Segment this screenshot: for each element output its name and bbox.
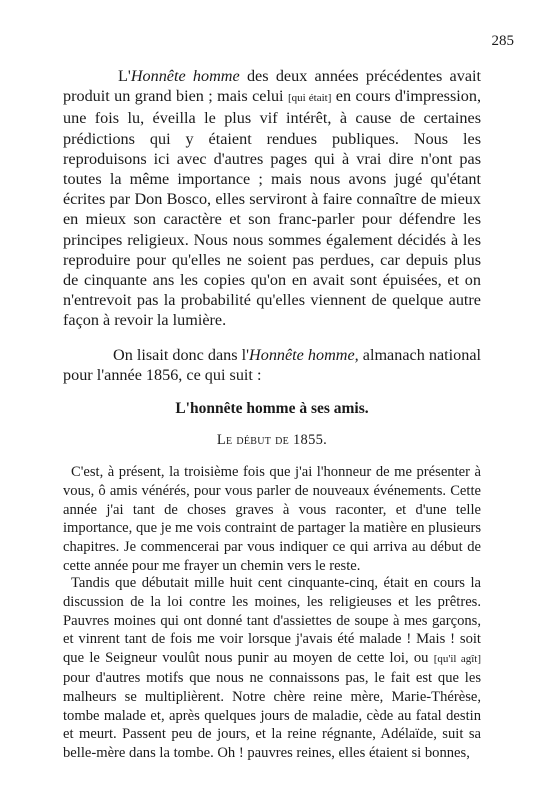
body-paragraph-2-text-a: Tandis que débutait mille huit cent cinquante-cinq, était en cours la discussion de la loi contre les moines, les religieuses et les prêtres. Pauvres moines qui ont donné tant d'assiettes de soupe à mes garçons, et vinrent tant de fois me voir lorsque j'avais été malade ! Mais ! soit que le Seigneur voulût nous punir au moyen de cette loi, ou	[63, 575, 481, 667]
lead-text-after: almanach national pour l'année 1856, ce qui suit :	[63, 346, 481, 385]
intro-text-2: en cours d'impression, une fois lu, éveilla le plus vif intérêt, à cause de certaines prédictions qui y étaient rendues publiques. Nous les reproduisons ici avec d'autres pages qui à vrai dire n'ont pas toutes la même importance ; mais nous avons jugé qu'étant écrites par Don Bosco, elles serviront à faire connaître de mieux en mieux son caractère et son franc-parler pour défendre les principes religieux. Nous nous sommes également décidés à les reproduire pour qu'elles ne soient pas perdues, car depuis plus de cinquante ans les copies qu'on en avait sont épuisées, et on n'entrevoit pas la probabilité qu'elles viennent de quelque autre façon à revoir la lumière.	[63, 87, 481, 330]
body-paragraph-2-text-b: pour d'autres motifs que nous ne connaissons pas, le fait est que les malheurs se multiplièrent. Notre chère reine mère, Marie-Thérèse, tombe malade et, après quelques jours de maladie, cède au fatal destin et meurt. Passent peu de jours, et la reine régnante, Adélaïde, suit sa belle-mère dans la tombe. Oh ! pauvres reines, elles étaient si bonnes,	[63, 669, 481, 762]
intro-paragraph	[63, 66, 481, 331]
lead-text-before: On lisait donc dans l'	[113, 346, 250, 364]
subtitle-year: 1855.	[289, 432, 328, 448]
intro-bracket-insert: [qui était]	[287, 92, 332, 105]
body-paragraph-2	[63, 574, 481, 763]
intro-prefix: L'	[118, 67, 131, 85]
lead-paragraph	[63, 345, 481, 385]
section-subtitle	[63, 432, 481, 449]
lead-book-title: Honnête homme,	[249, 346, 359, 364]
intro-text-1: des deux années précédentes avait produit un grand bien ; mais celui	[63, 67, 482, 106]
subtitle-caps: Le début de	[216, 432, 290, 448]
body-paragraph-1: C'est, à présent, la troisième fois que j'ai l'honneur de me présenter à vous, ô amis vénérés, pour vous parler de nouveaux événements. Cette année j'ai tant de choses graves à vous raconter, et d'une telle importance, que je me vois contraint de partager la matière en plusieurs chapitres. Je commencerai par vous indiquer ce qui arriva au début de cette année pour me frayer un chemin vers le reste.	[63, 464, 481, 574]
page-number: 285	[491, 33, 514, 49]
intro-book-title: Honnête homme	[130, 67, 240, 85]
body-bracket-insert: [qu'il agît]	[433, 653, 481, 666]
section-title: L'honnête homme à ses amis.	[175, 400, 369, 417]
